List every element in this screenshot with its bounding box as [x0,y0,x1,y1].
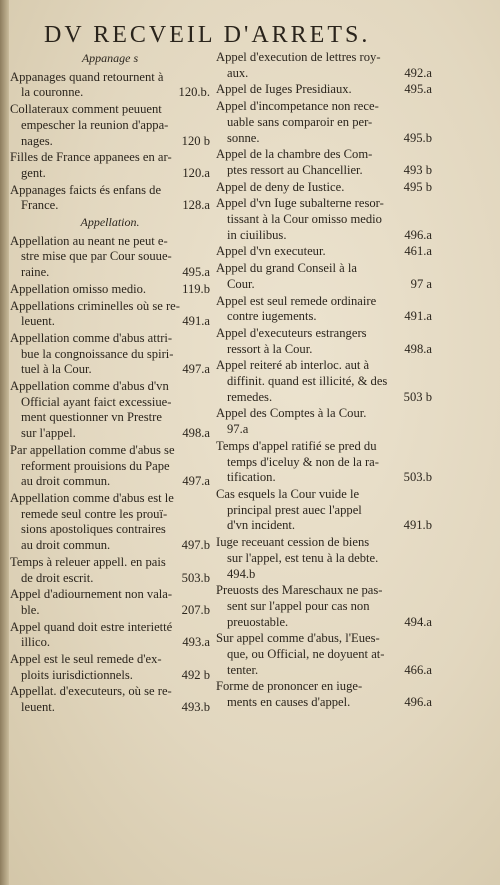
entry-text: la couronne. [21,85,84,100]
entry-line [216,455,432,471]
entry-text: aux. [227,65,249,80]
entry-text: Appellations criminelles où se re- [10,298,180,313]
entry-text: ptes ressort au Chancellier. [227,162,363,177]
entry-text: Appellat. d'executeurs, où se re- [10,684,172,699]
entry-line [216,82,432,98]
index-entry [216,439,432,486]
index-entry [10,684,210,715]
entry-line [216,615,432,631]
entry-text: ressort à la Cour. [227,341,313,356]
index-entry [216,326,432,357]
entry-text: Appel des Comptes à la Cour. [216,406,367,421]
page-reference: 207.b [181,602,210,617]
entry-text: principal prest auec l'appel [227,502,362,517]
page-reference: 119.b [182,281,210,296]
entry-text: Appel d'vn executeur. [216,244,326,259]
page-reference: 120.a [182,165,210,180]
page-reference: 120.b. [178,85,210,100]
entry-line [216,422,432,438]
entry-text: Cour. [227,276,255,291]
entry-line [216,180,432,196]
entry-text: que, ou Official, ne doyuent at- [227,647,385,662]
entry-text: Appel d'executeurs estrangers [216,325,367,340]
index-entry [10,443,210,490]
entry-text: Cas esquels la Cour vuide le [216,486,360,501]
entry-text: contre iugements. [227,309,317,324]
entry-text: Appel d'incompetance non rece- [216,99,379,114]
page-reference: 492 b [181,667,210,682]
index-entry [10,331,210,378]
index-entry [216,583,432,630]
entry-text: Temps à releuer appell. en pais [10,554,166,569]
entry-text: leuent. [21,700,55,715]
entry-text: Appel est le seul remede d'ex- [10,652,162,667]
entry-line [216,342,432,358]
entry-line [10,571,210,587]
entry-line [216,487,432,503]
entry-text: Appel reiteré ab interloc. aut à [216,358,370,373]
index-entry [216,180,432,196]
page-reference: 491.a [404,309,432,324]
entry-line [10,620,210,636]
index-entry [216,294,432,325]
entry-text: Collateraux comment peuuent [10,102,162,117]
index-entry [10,491,210,554]
entry-line [10,183,210,199]
entry-text: sions apostoliques contraires [21,522,166,537]
index-entry [216,406,432,437]
entry-line [10,150,210,166]
entry-line [216,50,432,66]
entry-line [216,439,432,455]
entry-line [10,474,210,490]
entry-line [216,228,432,244]
entry-line [216,503,432,519]
entry-line [10,85,210,101]
index-entry [216,487,432,534]
entry-text: ment questionner vn Prestre [21,410,162,425]
entry-text: empescher la reunion d'appa- [21,117,169,132]
page-reference: 503.b [181,570,210,585]
entry-line [216,277,432,293]
entry-line [10,198,210,214]
entry-text: au droit commun. [21,474,111,489]
entry-text: Appel de deny de Iustice. [216,179,345,194]
entry-line [216,212,432,228]
page-reference: 493.a [182,635,210,650]
page-reference: 491.b [403,518,432,533]
entry-text: bue la congnoissance du spiri- [21,346,174,361]
index-entry [216,147,432,178]
entry-text: Appellation omisso medio. [10,281,147,296]
entry-text: ploits iurisdictionnels. [21,667,133,682]
entry-line [216,99,432,115]
page-reference: 492.a [404,65,432,80]
entry-line [10,314,210,330]
entry-line [10,684,210,700]
index-entry [216,679,432,710]
entry-line [10,652,210,668]
entry-text: sent sur l'appel pour cas non [227,598,370,613]
entry-text: ble. [21,602,40,617]
index-entry [10,282,210,298]
entry-text: Appellation au neant ne peut e- [10,233,168,248]
index-entry [10,652,210,683]
entry-line [10,166,210,182]
page-reference: 128.a [182,198,210,213]
entry-line [216,115,432,131]
entry-line [216,294,432,310]
entry-line [216,326,432,342]
entry-text: tification. [227,470,276,485]
entry-text: remedes. [227,389,273,404]
entry-text: Sur appel comme d'abus, l'Eues- [216,631,380,646]
entry-line [216,163,432,179]
entry-text: uable sans comparoir en per- [227,114,373,129]
entry-line [216,647,432,663]
page-reference: 498.a [182,426,210,441]
entry-text: Preuosts des Mareschaux ne pas- [216,583,383,598]
entry-text: Forme de prononcer en iuge- [216,679,363,694]
page-reference: 491.a [182,314,210,329]
entry-line [10,395,210,411]
entry-line [216,66,432,82]
index-entry [10,379,210,442]
entry-line [216,261,432,277]
entry-line [10,379,210,395]
index-entry [10,102,210,149]
index-entry [216,631,432,678]
entry-text: Appel de Iuges Presidiaux. [216,82,352,97]
entry-line [216,358,432,374]
entry-text: tenter. [227,662,259,677]
entry-line [216,131,432,147]
index-entry [216,244,432,260]
left-index-column [10,50,210,717]
index-entry [10,620,210,651]
entry-text: diffinit. quand est illicité, & des [227,374,388,389]
entry-line [10,443,210,459]
entry-text: Official ayant faict excessiue- [21,394,172,409]
entry-line [216,551,432,567]
index-entry [216,358,432,405]
entry-text: illico. [21,635,51,650]
page-reference: 461.a [404,244,432,259]
entry-line [10,491,210,507]
entry-line [216,599,432,615]
entry-line [10,249,210,265]
entry-text: Appellation comme d'abus d'vn [10,379,169,394]
page-reference: 497.b [181,538,210,553]
entry-text: 97.a [227,422,249,437]
index-entry [10,555,210,586]
page-reference: 496.a [404,695,432,710]
entry-text: Appel d'execution de lettres roy- [216,50,381,64]
entry-line [10,102,210,118]
entry-line [216,631,432,647]
entry-line [216,567,432,583]
page-reference: 493 b [403,162,432,177]
entry-line [10,507,210,523]
entry-text: au droit commun. [21,538,111,553]
entry-text: Iuge receuant cession de biens [216,535,370,550]
page-reference: 498.a [404,341,432,356]
entry-text: in ciuilibus. [227,227,287,242]
entry-text: de droit escrit. [21,570,94,585]
entry-line [10,426,210,442]
entry-line [10,362,210,378]
entry-text: preuostable. [227,614,289,629]
entry-line [10,668,210,684]
entry-line [10,331,210,347]
index-entry [216,535,432,582]
entry-text: temps d'iceluy & non de la ra- [227,454,379,469]
entry-line [10,70,210,86]
index-entry [10,299,210,330]
entry-line [10,459,210,475]
index-entry [216,261,432,292]
entry-text: sur l'appel, est tenu à la debte. [227,550,379,565]
entry-line [10,134,210,150]
page-reference: 496.a [404,227,432,242]
entry-text: Appel est seul remede ordinaire [216,293,377,308]
entry-line [10,555,210,571]
entry-line [216,535,432,551]
running-head: DV RECVEIL D'ARRETS. [44,22,371,48]
page-reference: 493.b [181,700,210,715]
entry-text: Temps d'appel ratifié se pred du [216,438,377,453]
entry-text: Appel du grand Conseil à la [216,261,357,276]
entry-line [10,118,210,134]
page-reference: 495.a [182,265,210,280]
index-entry [216,50,432,81]
page-reference: 120 b [181,133,210,148]
entry-text: tuel à la Cour. [21,362,92,377]
entry-text: stre mise que par Cour souue- [21,249,172,264]
page-reference: 497.a [182,362,210,377]
entry-line [216,663,432,679]
index-entry [10,70,210,101]
entry-text: raine. [21,265,50,280]
entry-text: nages. [21,133,53,148]
page-reference: 97 a [410,276,432,291]
entry-text: Filles de France appanees en ar- [10,150,172,165]
entry-text: d'vn incident. [227,518,296,533]
entry-line [10,265,210,281]
page-reference: 503.b [403,470,432,485]
page-gutter-shadow [0,0,9,885]
entry-text: Appel quand doit estre interietté [10,619,173,634]
index-entry [10,234,210,281]
entry-text: Appellation comme d'abus attri- [10,330,173,345]
entry-text: tissant à la Cour omisso medio [227,212,382,227]
entry-line [10,538,210,554]
entry-text: gent. [21,165,46,180]
page-reference: 503 b [403,389,432,404]
page-reference: 495 b [403,179,432,194]
entry-line [216,309,432,325]
entry-line [216,679,432,695]
entry-text: Appellation comme d'abus est le [10,490,174,505]
entry-text: reforment prouisions du Pape [21,458,170,473]
section-heading: Appanage s [81,51,139,65]
entry-text: Appanages faicts és enfans de [10,182,162,197]
page-reference: 466.a [404,662,432,677]
entry-line [10,410,210,426]
right-index-column [216,50,432,712]
entry-text: sonne. [227,130,260,145]
entry-text: sur l'appel. [21,426,76,441]
entry-line [216,244,432,260]
entry-line [10,522,210,538]
index-entry [10,587,210,618]
index-entry [216,82,432,98]
entry-text: ments en causes d'appel. [227,695,351,710]
entry-line [10,347,210,363]
index-entry [216,196,432,243]
entry-line [10,282,210,298]
entry-line [10,587,210,603]
page-reference: 495.b [403,130,432,145]
entry-text: Appanages quand retournent à [10,69,164,84]
page-reference: 494.a [404,614,432,629]
entry-text: Par appellation comme d'abus se [10,442,175,457]
index-entry [216,99,432,146]
entry-line [10,299,210,315]
entry-line [216,470,432,486]
section-heading: Appellation. [80,215,140,230]
entry-text: leuent. [21,314,55,329]
entry-text: 494.b [227,566,256,581]
index-entry [10,183,210,214]
entry-line [216,518,432,534]
page-reference: 495.a [404,82,432,97]
entry-text: remede seul contre les prouï- [21,506,168,521]
entry-line [216,390,432,406]
page-reference: 497.a [182,474,210,489]
entry-line [216,374,432,390]
entry-text: Appel d'vn Iuge subalterne resor- [216,196,384,211]
entry-line [10,234,210,250]
index-entry [10,150,210,181]
entry-line [216,147,432,163]
entry-text: Appel de la chambre des Com- [216,147,373,162]
entry-text: Appel d'adiournement non vala- [10,587,173,602]
entry-line [10,603,210,619]
entry-line [10,700,210,716]
entry-line [216,583,432,599]
entry-line [10,635,210,651]
entry-line [216,406,432,422]
entry-line [216,695,432,711]
entry-text: France. [21,198,59,213]
entry-line [216,196,432,212]
